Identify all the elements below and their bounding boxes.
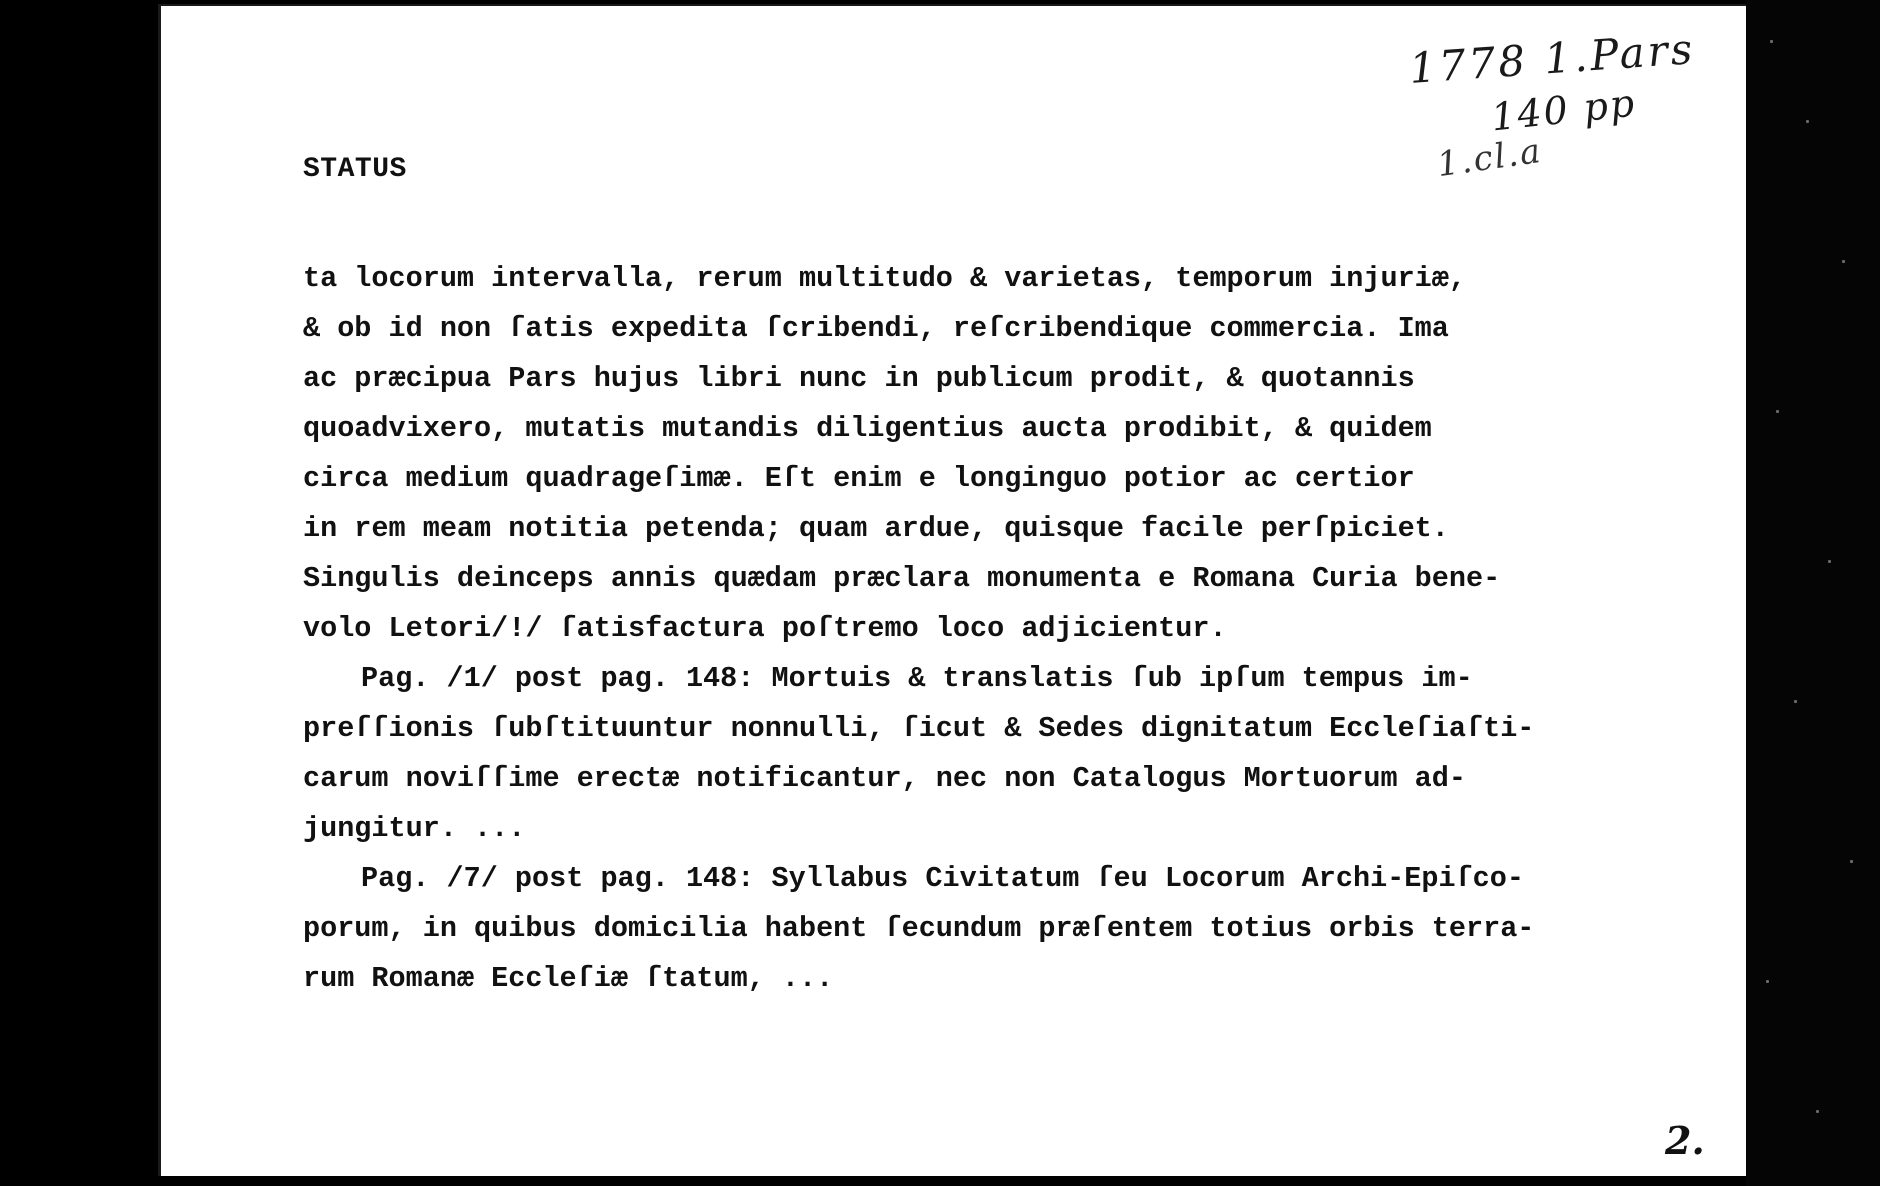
card-body (303, 254, 1733, 1004)
dust-speck (1850, 860, 1853, 863)
page-number: 2. (1665, 1118, 1705, 1163)
text-line: ta locorum intervalla, rerum multitudo & varietas, temporum injuriæ, (303, 262, 1466, 295)
text-line: quoadvixero, mutatis mutandis diligentius aucta prodibit, & quidem (303, 412, 1432, 445)
text-line: & ob id non ſatis expedita ſcribendi, reſcribendique commercia. Ima (303, 312, 1449, 345)
dust-speck (1816, 1110, 1819, 1113)
handwritten-annotation-year: 1778 1.Pars (1407, 24, 1697, 93)
scan-edge-strip (1746, 0, 1880, 1186)
text-line: circa medium quadrageſimæ. Eſt enim e longinguo potior ac certior (303, 462, 1415, 495)
text-line: rum Romanæ Eccleſiæ ſtatum, ... (303, 962, 834, 995)
text-line: porum, in quibus domicilia habent ſecundum præſentem totius orbis terra- (303, 912, 1535, 945)
text-line: volo Letori/!/ ſatisfactura poſtremo loco adjicientur. (303, 612, 1227, 645)
text-line: jungitur. ... (303, 812, 526, 845)
text-line: preſſionis ſubſtituuntur nonnulli, ſicut & Sedes dignitatum Eccleſiaſti- (303, 712, 1535, 745)
dust-speck (1776, 410, 1779, 413)
text-line: carum noviſſime erectæ notificantur, nec non Catalogus Mortuorum ad- (303, 762, 1466, 795)
text-line: ac præcipua Pars hujus libri nunc in publicum prodit, & quotannis (303, 362, 1415, 395)
dust-speck (1770, 40, 1773, 43)
card-heading: STATUS (303, 154, 407, 185)
text-line: Pag. /1/ post pag. 148: Mortuis & translatis ſub ipſum tempus im- (361, 662, 1473, 695)
text-line: Pag. /7/ post pag. 148: Syllabus Civitatum ſeu Locorum Archi-Epiſco- (361, 862, 1524, 895)
dust-speck (1842, 260, 1845, 263)
dust-speck (1794, 700, 1797, 703)
handwritten-annotation-shelfmark: 1.cl.a (1434, 130, 1545, 186)
handwritten-annotation-pages: 140 pp (1489, 80, 1639, 140)
index-card (158, 4, 1746, 1176)
dust-speck (1806, 120, 1809, 123)
dust-speck (1766, 980, 1769, 983)
dust-speck (1828, 560, 1831, 563)
text-line: Singulis deinceps annis quædam præclara monumenta e Romana Curia bene- (303, 562, 1501, 595)
text-line: in rem meam notitia petenda; quam ardue, quisque facile perſpiciet. (303, 512, 1449, 545)
